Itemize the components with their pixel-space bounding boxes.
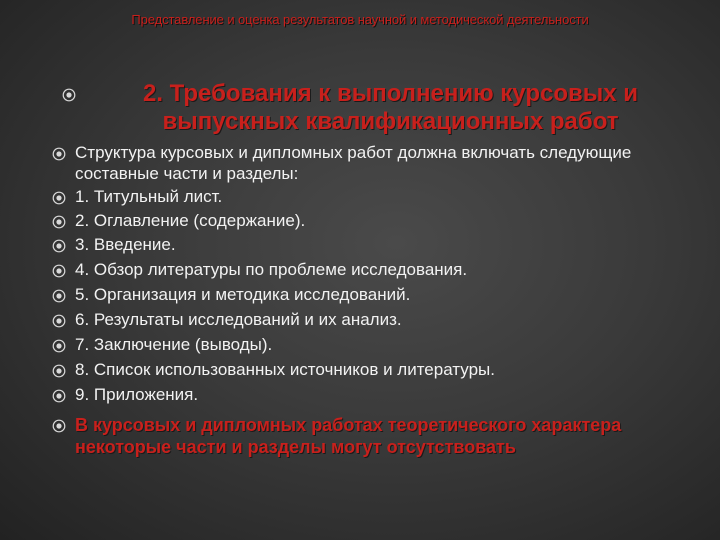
list-item: 3. Введение. [75, 235, 176, 254]
target-bullet-icon [52, 314, 66, 328]
list-item: 1. Титульный лист. [75, 187, 223, 206]
list-item: 5. Организация и методика исследований. [75, 285, 411, 304]
slide-header: Представление и оценка результатов научной и методической деятельности [131, 12, 589, 27]
target-bullet-icon [52, 389, 66, 403]
note-text: В курсовых и дипломных работах теоретического характера некоторые части и разделы могут отсутствовать [75, 415, 622, 457]
target-bullet-icon [52, 215, 66, 229]
target-bullet-icon [52, 339, 66, 353]
list-item: 8. Список использованных источников и литературы. [75, 360, 495, 379]
target-bullet-icon [52, 364, 66, 378]
target-bullet-icon [52, 147, 66, 161]
list-item: Структура курсовых и дипломных работ должна включать следующие составные части и разделы: [75, 143, 632, 183]
target-bullet-icon [52, 289, 66, 303]
slide-title: 2. Требования к выполнению курсовых и выпускных квалификационных работ [142, 80, 639, 135]
target-bullet-icon [52, 191, 66, 205]
target-bullet-icon [52, 239, 66, 253]
list-item: 4. Обзор литературы по проблеме исследования. [75, 260, 468, 279]
target-bullet-icon [52, 264, 66, 278]
list-item: 2. Оглавление (содержание). [75, 211, 306, 230]
target-bullet-icon [52, 419, 66, 433]
list-item: 9. Приложения. [75, 385, 199, 404]
list-item: 7. Заключение (выводы). [75, 335, 273, 354]
target-bullet-icon [62, 88, 76, 102]
list-item: 6. Результаты исследований и их анализ. [75, 310, 402, 329]
